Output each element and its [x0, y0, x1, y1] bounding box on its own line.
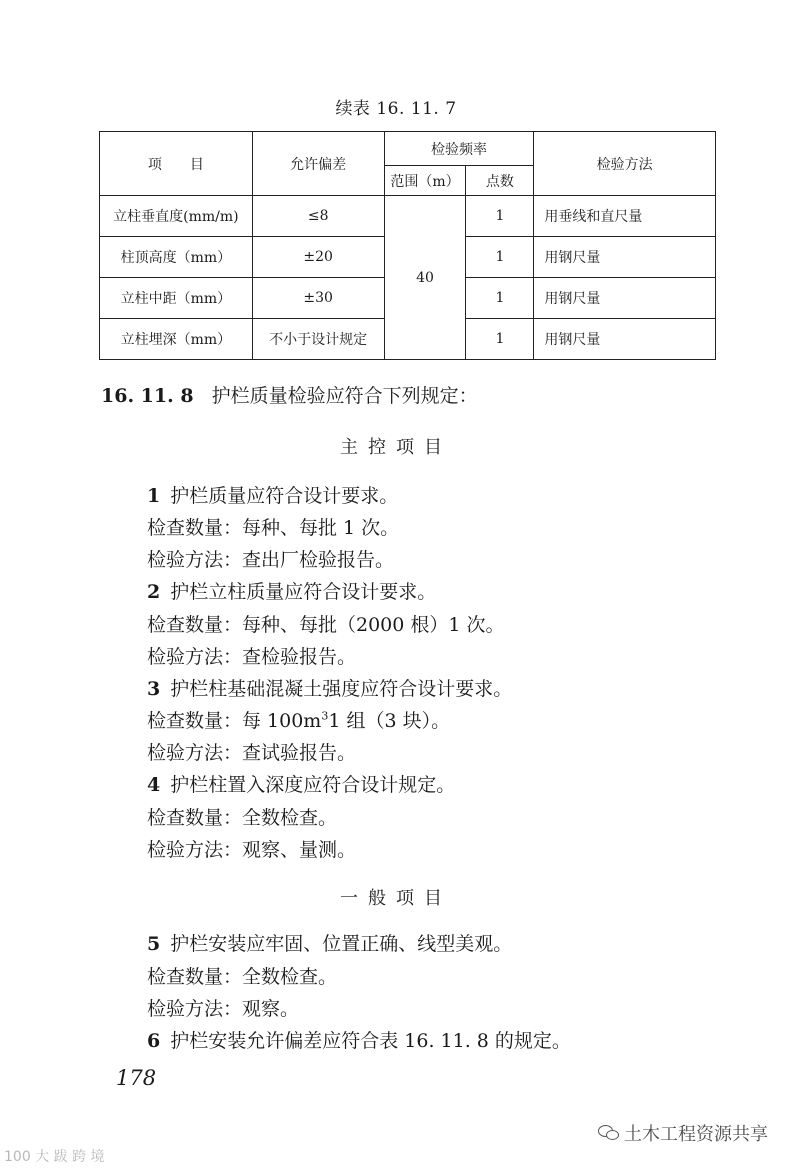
page-number: 178 [116, 1066, 157, 1090]
item-number: 2 [147, 581, 161, 603]
item-number: 3 [147, 678, 161, 700]
row-points: 1 [466, 196, 534, 237]
check-quantity: 检查数量：全数检查。 [147, 807, 338, 829]
item-line [147, 481, 398, 508]
check-quantity [147, 706, 450, 733]
item-text: 护栏安装应牢固、位置正确、线型美观。 [170, 933, 513, 955]
main-control-heading: 主控项目 [340, 437, 452, 458]
item-text: 护栏安装允许偏差应符合表 16. 11. 8 的规定。 [170, 1030, 571, 1052]
item-number: 6 [147, 1030, 161, 1052]
header-item: 项 目 [100, 132, 253, 196]
item-number: 1 [147, 485, 161, 507]
check-method: 检验方法：查试验报告。 [147, 742, 357, 764]
row-item: 柱顶高度（mm） [100, 237, 253, 278]
watermark-right-text: 土木工程资源共享 [624, 1124, 768, 1145]
item-number: 5 [147, 933, 161, 955]
row-tolerance: ≤8 [252, 196, 384, 237]
row-method: 用钢尺量 [534, 237, 716, 278]
item-text: 护栏柱置入深度应符合设计规定。 [170, 774, 456, 796]
watermark-left: 100 大 跋 跨 境 [4, 1149, 105, 1165]
item-line [147, 1026, 571, 1053]
qty-suffix: 1 组（3 块）。 [328, 710, 451, 732]
header-points: 点数 [466, 166, 534, 196]
row-tolerance: ±20 [252, 237, 384, 278]
item-line [147, 770, 455, 797]
row-method: 用钢尺量 [534, 278, 716, 319]
check-quantity: 检查数量：每种、每批（2000 根）1 次。 [147, 614, 505, 636]
row-item: 立柱垂直度(mm/m) [100, 196, 253, 237]
check-method: 检验方法：查检验报告。 [147, 646, 357, 668]
row-tolerance: ±30 [252, 278, 384, 319]
item-text: 护栏立柱质量应符合设计要求。 [170, 581, 437, 603]
header-range: 范围（m） [384, 166, 466, 196]
header-method: 检验方法 [534, 132, 716, 196]
item-line [147, 674, 512, 701]
item-number: 4 [147, 774, 161, 796]
row-points: 1 [466, 278, 534, 319]
table-caption: 续表 16. 11. 7 [335, 99, 457, 119]
row-tolerance: 不小于设计规定 [252, 319, 384, 360]
item-text: 护栏质量应符合设计要求。 [170, 485, 399, 507]
row-method: 用钢尺量 [534, 319, 716, 360]
clause-heading [101, 381, 478, 408]
item-line [147, 577, 436, 604]
check-method: 检验方法：观察、量测。 [147, 839, 357, 861]
range-value: 40 [384, 196, 466, 360]
table-row [100, 196, 716, 237]
check-method: 检验方法：查出厂检验报告。 [147, 549, 395, 571]
item-text: 护栏柱基础混凝土强度应符合设计要求。 [170, 678, 513, 700]
clause-text: 护栏质量检验应符合下列规定： [211, 385, 478, 407]
qty-superscript: 3 [321, 709, 329, 723]
clause-number: 16. 11. 8 [101, 385, 194, 407]
check-quantity: 检查数量：全数检查。 [147, 966, 338, 988]
wechat-icon [598, 1124, 620, 1142]
row-points: 1 [466, 319, 534, 360]
general-heading: 一般项目 [340, 888, 452, 909]
tolerance-table [99, 131, 716, 360]
qty-prefix: 检查数量：每 100m [147, 710, 322, 732]
check-quantity: 检查数量：每种、每批 1 次。 [147, 517, 400, 539]
row-item: 立柱中距（mm） [100, 278, 253, 319]
row-method: 用垂线和直尺量 [534, 196, 716, 237]
row-item: 立柱埋深（mm） [100, 319, 253, 360]
header-tolerance: 允许偏差 [252, 132, 384, 196]
row-points: 1 [466, 237, 534, 278]
check-method: 检验方法：观察。 [147, 998, 300, 1020]
header-frequency: 检验频率 [384, 132, 534, 166]
item-line [147, 929, 512, 956]
watermark-right [598, 1120, 768, 1146]
